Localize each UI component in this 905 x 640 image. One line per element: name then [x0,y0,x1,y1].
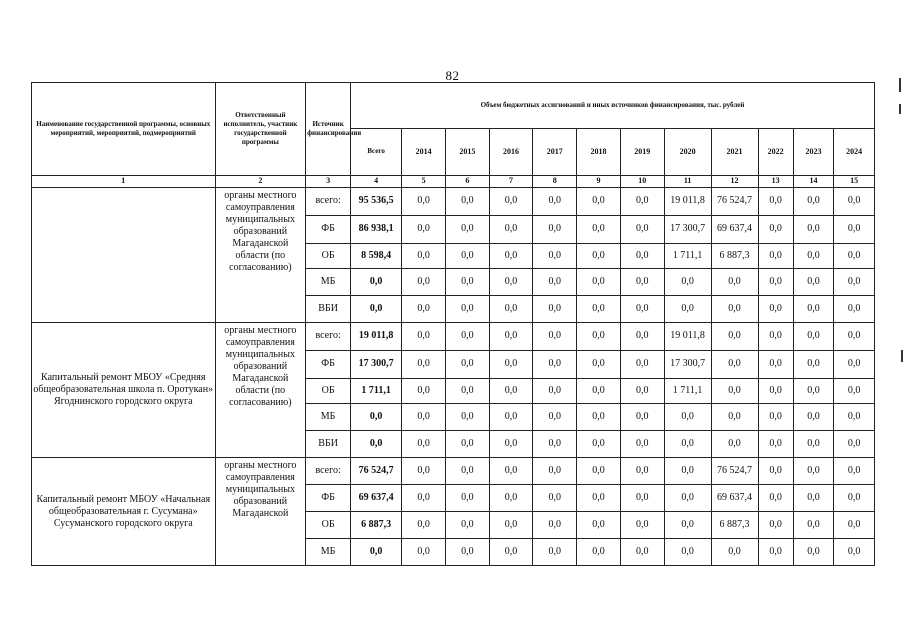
total-cell: 69 637,4 [351,485,402,512]
year-value-cell: 0,0 [402,539,446,566]
year-value-cell: 0,0 [402,485,446,512]
year-value-cell: 0,0 [533,269,577,296]
year-value-cell: 0,0 [445,188,489,216]
header-year: 2019 [620,129,664,176]
year-value-cell: 0,0 [834,351,875,379]
header-year: 2024 [834,129,875,176]
year-value-cell: 0,0 [758,216,793,244]
column-number: 4 [351,176,402,188]
year-value-cell: 0,0 [577,269,621,296]
year-value-cell: 0,0 [533,404,577,431]
executor-cell: органы местного самоуправления муниципальных образований Магаданской [215,458,306,566]
source-cell: ОБ [306,512,351,539]
year-value-cell: 0,0 [445,404,489,431]
header-year: 2021 [711,129,758,176]
year-value-cell: 0,0 [445,244,489,269]
year-value-cell: 0,0 [711,431,758,458]
year-value-cell: 69 637,4 [711,485,758,512]
year-value-cell: 0,0 [620,269,664,296]
year-value-cell: 0,0 [445,458,489,485]
column-number: 12 [711,176,758,188]
year-value-cell: 0,0 [793,296,834,323]
year-value-cell: 0,0 [489,323,533,351]
total-cell: 0,0 [351,431,402,458]
source-cell: ОБ [306,379,351,404]
year-value-cell: 0,0 [793,269,834,296]
year-value-cell: 0,0 [793,244,834,269]
executor-cell: органы местного самоуправления муниципальных образований Магаданской области (по согласованию) [215,323,306,458]
year-value-cell: 1 711,1 [664,379,711,404]
year-value-cell: 0,0 [834,296,875,323]
year-value-cell: 0,0 [533,431,577,458]
year-value-cell: 0,0 [533,485,577,512]
source-cell: ФБ [306,485,351,512]
year-value-cell: 0,0 [620,458,664,485]
column-number-row [32,176,875,188]
header-year: 2016 [489,129,533,176]
year-value-cell: 0,0 [664,512,711,539]
year-value-cell: 0,0 [445,539,489,566]
year-value-cell: 0,0 [577,323,621,351]
year-value-cell: 0,0 [445,269,489,296]
year-value-cell: 0,0 [793,351,834,379]
total-cell: 17 300,7 [351,351,402,379]
year-value-cell: 0,0 [489,216,533,244]
budget-table [31,82,875,566]
year-value-cell: 0,0 [533,351,577,379]
year-value-cell: 0,0 [445,512,489,539]
year-value-cell: 0,0 [577,379,621,404]
year-value-cell: 0,0 [402,458,446,485]
year-value-cell: 0,0 [834,431,875,458]
year-value-cell: 69 637,4 [711,216,758,244]
total-cell: 1 711,1 [351,379,402,404]
year-value-cell: 0,0 [445,431,489,458]
year-value-cell: 0,0 [758,458,793,485]
year-value-cell: 0,0 [402,269,446,296]
header-source: Источник финансирования [306,83,351,176]
year-value-cell: 0,0 [793,404,834,431]
year-value-cell: 0,0 [489,512,533,539]
year-value-cell: 0,0 [834,323,875,351]
year-value-cell: 0,0 [402,244,446,269]
year-value-cell: 0,0 [533,512,577,539]
year-value-cell: 0,0 [834,458,875,485]
year-value-cell: 0,0 [577,404,621,431]
year-value-cell: 0,0 [620,485,664,512]
column-number: 2 [215,176,306,188]
year-value-cell: 0,0 [664,431,711,458]
source-cell: всего: [306,458,351,485]
year-value-cell: 0,0 [793,216,834,244]
column-number: 13 [758,176,793,188]
source-cell: ФБ [306,351,351,379]
table-row [32,323,875,351]
year-value-cell: 0,0 [620,244,664,269]
year-value-cell: 0,0 [620,512,664,539]
year-value-cell: 0,0 [533,379,577,404]
year-value-cell: 0,0 [758,244,793,269]
year-value-cell: 0,0 [445,323,489,351]
year-value-cell: 0,0 [402,323,446,351]
column-number: 7 [489,176,533,188]
total-cell: 8 598,4 [351,244,402,269]
year-value-cell: 0,0 [711,404,758,431]
year-value-cell: 19 011,8 [664,188,711,216]
year-value-cell: 0,0 [533,188,577,216]
total-cell: 0,0 [351,296,402,323]
year-value-cell: 0,0 [620,296,664,323]
year-value-cell: 0,0 [533,539,577,566]
year-value-cell: 0,0 [758,379,793,404]
column-number: 14 [793,176,834,188]
year-value-cell: 0,0 [758,485,793,512]
page-number: 82 [445,68,460,83]
total-cell: 0,0 [351,404,402,431]
year-value-cell: 0,0 [402,216,446,244]
source-cell: всего: [306,188,351,216]
column-number: 1 [32,176,216,188]
year-value-cell: 0,0 [577,512,621,539]
source-cell: МБ [306,404,351,431]
year-value-cell: 0,0 [533,296,577,323]
year-value-cell: 0,0 [834,379,875,404]
header-year: 2015 [445,129,489,176]
year-value-cell: 0,0 [620,188,664,216]
year-value-cell: 0,0 [793,323,834,351]
total-cell: 0,0 [351,539,402,566]
year-value-cell: 0,0 [489,431,533,458]
total-cell: 0,0 [351,269,402,296]
year-value-cell: 0,0 [445,379,489,404]
year-value-cell: 0,0 [711,296,758,323]
year-value-cell: 0,0 [489,458,533,485]
year-value-cell: 0,0 [758,404,793,431]
scan-edge-mark [899,78,901,92]
year-value-cell: 0,0 [758,539,793,566]
year-value-cell: 0,0 [711,323,758,351]
year-value-cell: 0,0 [758,296,793,323]
total-cell: 86 938,1 [351,216,402,244]
year-value-cell: 0,0 [664,269,711,296]
year-value-cell: 0,0 [834,216,875,244]
year-value-cell: 0,0 [620,539,664,566]
year-value-cell: 0,0 [664,539,711,566]
year-value-cell: 0,0 [489,539,533,566]
year-value-cell: 0,0 [577,485,621,512]
table-row [32,188,875,216]
year-value-cell: 0,0 [533,458,577,485]
year-value-cell: 0,0 [620,351,664,379]
year-value-cell: 0,0 [664,296,711,323]
year-value-cell: 0,0 [489,244,533,269]
year-value-cell: 0,0 [834,539,875,566]
year-value-cell: 0,0 [489,296,533,323]
year-value-cell: 0,0 [402,296,446,323]
total-cell: 95 536,5 [351,188,402,216]
source-cell: МБ [306,539,351,566]
year-value-cell: 0,0 [793,379,834,404]
year-value-cell: 0,0 [402,512,446,539]
table-row [32,458,875,485]
total-cell: 76 524,7 [351,458,402,485]
year-value-cell: 0,0 [664,485,711,512]
year-value-cell: 0,0 [620,431,664,458]
column-number: 3 [306,176,351,188]
year-value-cell: 0,0 [620,379,664,404]
year-value-cell: 0,0 [758,431,793,458]
year-value-cell: 0,0 [758,323,793,351]
header-year: 2022 [758,129,793,176]
year-value-cell: 0,0 [445,351,489,379]
year-value-cell: 0,0 [834,404,875,431]
year-value-cell: 0,0 [489,404,533,431]
header-year: 2020 [664,129,711,176]
year-value-cell: 76 524,7 [711,458,758,485]
header-total: Всего [351,129,402,176]
total-cell: 19 011,8 [351,323,402,351]
year-value-cell: 0,0 [834,269,875,296]
year-value-cell: 0,0 [402,404,446,431]
year-value-cell: 0,0 [793,431,834,458]
year-value-cell: 0,0 [664,404,711,431]
column-number: 15 [834,176,875,188]
budget-table-container [31,82,875,566]
year-value-cell: 0,0 [445,296,489,323]
header-year: 2017 [533,129,577,176]
source-cell: ВБИ [306,431,351,458]
year-value-cell: 0,0 [445,216,489,244]
year-value-cell: 1 711,1 [664,244,711,269]
scan-edge-mark [899,104,901,114]
scan-edge-mark [901,350,903,362]
year-value-cell: 0,0 [711,269,758,296]
year-value-cell: 0,0 [533,244,577,269]
column-number: 9 [577,176,621,188]
year-value-cell: 0,0 [577,296,621,323]
program-name-cell [32,188,216,323]
column-number: 8 [533,176,577,188]
year-value-cell: 0,0 [620,216,664,244]
year-value-cell: 0,0 [577,431,621,458]
year-value-cell: 0,0 [711,379,758,404]
year-value-cell: 17 300,7 [664,351,711,379]
year-value-cell: 0,0 [793,539,834,566]
header-year: 2023 [793,129,834,176]
year-value-cell: 0,0 [758,269,793,296]
year-value-cell: 0,0 [664,458,711,485]
year-value-cell: 6 887,3 [711,512,758,539]
source-cell: ОБ [306,244,351,269]
source-cell: всего: [306,323,351,351]
year-value-cell: 0,0 [402,431,446,458]
year-value-cell: 0,0 [834,485,875,512]
year-value-cell: 0,0 [402,188,446,216]
year-value-cell: 0,0 [577,539,621,566]
source-cell: ФБ [306,216,351,244]
year-value-cell: 0,0 [620,404,664,431]
header-year: 2018 [577,129,621,176]
year-value-cell: 0,0 [758,188,793,216]
year-value-cell: 0,0 [577,188,621,216]
year-value-cell: 0,0 [489,269,533,296]
year-value-cell: 0,0 [711,351,758,379]
year-value-cell: 0,0 [793,512,834,539]
source-cell: МБ [306,269,351,296]
year-value-cell: 0,0 [489,379,533,404]
year-value-cell: 0,0 [402,351,446,379]
header-funding: Объем бюджетных ассигнований и иных источников финансирования, тыс. рублей [351,83,875,129]
year-value-cell: 19 011,8 [664,323,711,351]
year-value-cell: 0,0 [834,244,875,269]
year-value-cell: 0,0 [533,216,577,244]
year-value-cell: 0,0 [489,351,533,379]
year-value-cell: 0,0 [577,351,621,379]
year-value-cell: 0,0 [620,323,664,351]
year-value-cell: 0,0 [577,216,621,244]
year-value-cell: 0,0 [489,188,533,216]
year-value-cell: 0,0 [834,188,875,216]
year-value-cell: 0,0 [489,485,533,512]
column-number: 11 [664,176,711,188]
year-value-cell: 0,0 [711,539,758,566]
column-number: 6 [445,176,489,188]
year-value-cell: 6 887,3 [711,244,758,269]
year-value-cell: 0,0 [834,512,875,539]
header-executor: Ответственный исполнитель, участник государственной программы [215,83,306,176]
year-value-cell: 0,0 [793,485,834,512]
header-name: Наименование государственной программы, основных мероприятий, мероприятий, подмероприятий [32,83,216,176]
year-value-cell: 0,0 [402,379,446,404]
executor-cell: органы местного самоуправления муниципальных образований Магаданской области (по согласованию) [215,188,306,323]
program-name-cell: Капитальный ремонт МБОУ «Начальная общеобразовательная г. Сусумана» Сусуманского городского округа [32,458,216,566]
source-cell: ВБИ [306,296,351,323]
year-value-cell: 0,0 [793,458,834,485]
year-value-cell: 0,0 [577,244,621,269]
year-value-cell: 0,0 [793,188,834,216]
total-cell: 6 887,3 [351,512,402,539]
program-name-cell: Капитальный ремонт МБОУ «Средняя общеобразовательная школа п. Оротукан» Ягоднинского городского округа [32,323,216,458]
year-value-cell: 0,0 [758,351,793,379]
column-number: 10 [620,176,664,188]
year-value-cell: 0,0 [577,458,621,485]
column-number: 5 [402,176,446,188]
year-value-cell: 76 524,7 [711,188,758,216]
year-value-cell: 0,0 [445,485,489,512]
year-value-cell: 17 300,7 [664,216,711,244]
header-year: 2014 [402,129,446,176]
year-value-cell: 0,0 [758,512,793,539]
year-value-cell: 0,0 [533,323,577,351]
